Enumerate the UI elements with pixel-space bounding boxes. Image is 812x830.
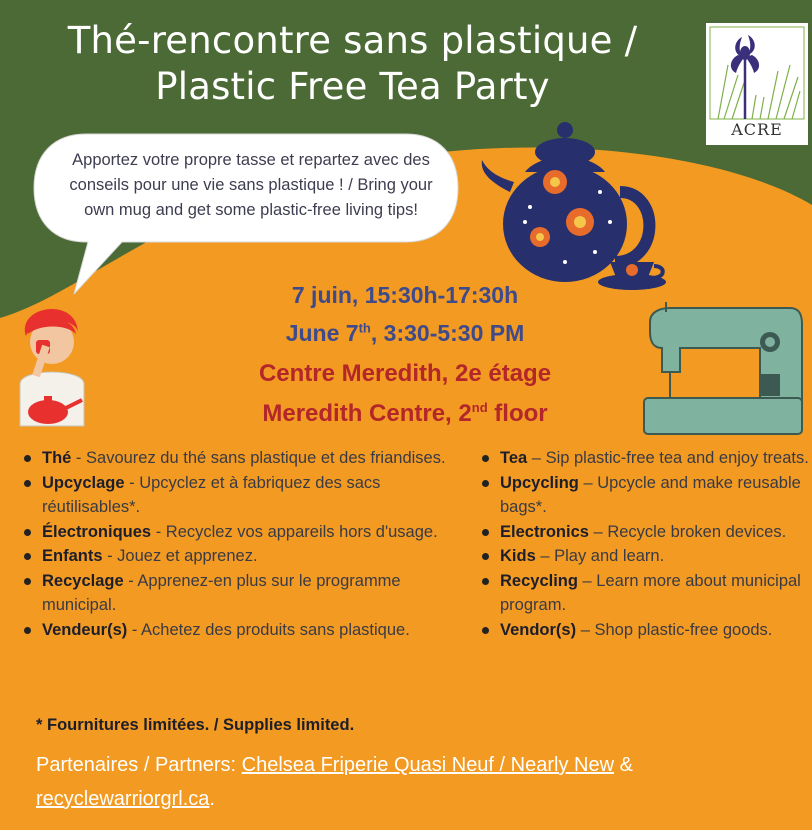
title-line-fr: Thé-rencontre sans plastique / bbox=[67, 19, 638, 62]
activities-list-en bbox=[478, 446, 812, 642]
partners-prefix: Partenaires / Partners: bbox=[36, 754, 242, 776]
partners-line bbox=[36, 748, 806, 816]
list-item bbox=[20, 471, 460, 520]
activity-label: Electronics bbox=[500, 522, 589, 541]
bullet-icon bbox=[24, 480, 31, 487]
page-title bbox=[0, 18, 705, 110]
teapot-icon bbox=[470, 112, 670, 302]
speech-bubble bbox=[26, 130, 466, 300]
activity-text: – Upcycle and make reusable bags*. bbox=[500, 473, 801, 516]
child-drinking-tea-icon bbox=[6, 296, 98, 431]
activity-label: Upcycling bbox=[500, 473, 579, 492]
list-item bbox=[478, 618, 812, 643]
date-en-suffix: th bbox=[358, 320, 371, 336]
activity-label: Vendeur(s) bbox=[42, 620, 128, 639]
bullet-icon bbox=[482, 553, 489, 560]
list-item bbox=[478, 471, 812, 520]
list-item bbox=[478, 520, 812, 545]
list-item bbox=[20, 544, 460, 569]
activity-label: Recycling bbox=[500, 571, 578, 590]
activity-text: - Jouez et apprenez. bbox=[102, 547, 258, 565]
bullet-icon bbox=[24, 455, 31, 462]
sewing-machine-icon bbox=[640, 302, 805, 440]
location-en-main: Meredith Centre, 2 bbox=[262, 400, 472, 427]
activity-label: Enfants bbox=[42, 547, 103, 565]
list-item bbox=[478, 446, 812, 471]
bullet-icon bbox=[24, 529, 31, 536]
activity-text: - Recyclez vos appareils hors d'usage. bbox=[151, 522, 438, 541]
location-en-suffix: nd bbox=[471, 400, 488, 415]
activity-text: – Play and learn. bbox=[535, 547, 665, 565]
activity-label: Tea bbox=[500, 449, 528, 467]
supplies-note: * Fournitures limitées. / Supplies limited. bbox=[36, 716, 355, 734]
activity-label: Électroniques bbox=[42, 522, 152, 541]
event-date-en bbox=[180, 320, 630, 347]
event-location-fr: Centre Meredith, 2e étage bbox=[258, 360, 552, 387]
activity-text: - Apprenez-en plus sur le programme municipal. bbox=[42, 571, 401, 614]
activity-text: - Savourez du thé sans plastique et des friandises. bbox=[71, 449, 446, 467]
bullet-icon bbox=[24, 553, 31, 560]
activity-label: Upcyclage bbox=[42, 473, 125, 492]
date-en-day: June 7 bbox=[285, 320, 359, 346]
list-item bbox=[20, 569, 460, 618]
list-item bbox=[20, 618, 460, 643]
bullet-icon bbox=[482, 455, 489, 462]
activity-label: Vendor(s) bbox=[500, 620, 577, 639]
date-en-time: , 3:30-5:30 PM bbox=[370, 320, 525, 346]
bullet-icon bbox=[24, 627, 31, 634]
activity-text: – Sip plastic-free tea and enjoy treats. bbox=[527, 449, 809, 467]
title-line-en: Plastic Free Tea Party bbox=[155, 65, 550, 108]
activity-label: Thé bbox=[42, 449, 72, 467]
activity-text: - Achetez des produits sans plastique. bbox=[127, 620, 410, 639]
bubble-text: Apportez votre propre tasse et repartez avec des conseils pour une vie sans plastique ! / Bring your own mug and get some plastic-free living tips! bbox=[69, 151, 433, 219]
bullet-icon bbox=[24, 578, 31, 585]
acre-logo bbox=[706, 23, 808, 145]
list-item bbox=[20, 446, 460, 471]
bullet-icon bbox=[482, 480, 489, 487]
activity-text: – Shop plastic-free goods. bbox=[576, 620, 773, 639]
bullet-icon bbox=[482, 578, 489, 585]
activity-text: - Upcyclez et à fabriquez des sacs réutilisables*. bbox=[42, 473, 381, 516]
activity-text: – Recycle broken devices. bbox=[588, 522, 787, 541]
bullet-icon bbox=[482, 627, 489, 634]
activity-label: Kids bbox=[500, 547, 536, 565]
partners-amp: & bbox=[614, 754, 633, 776]
partner-link-friperie[interactable]: Chelsea Friperie Quasi Neuf / Nearly New bbox=[241, 754, 615, 776]
event-date-fr: 7 juin, 15:30h-17:30h bbox=[291, 282, 519, 308]
activity-label: Recyclage bbox=[42, 571, 124, 590]
event-location-en bbox=[180, 400, 630, 428]
bullet-icon bbox=[482, 529, 489, 536]
list-item bbox=[478, 544, 812, 569]
activities-list-fr bbox=[20, 446, 460, 642]
activity-text: – Learn more about municipal program. bbox=[500, 571, 801, 614]
partner-link-recyclewarrior[interactable]: recyclewarriorgrl.ca bbox=[36, 788, 210, 810]
location-en-end: floor bbox=[487, 400, 548, 427]
logo-text: ACRE bbox=[731, 120, 783, 139]
partners-suffix: . bbox=[209, 788, 215, 810]
list-item bbox=[478, 569, 812, 618]
list-item bbox=[20, 520, 460, 545]
